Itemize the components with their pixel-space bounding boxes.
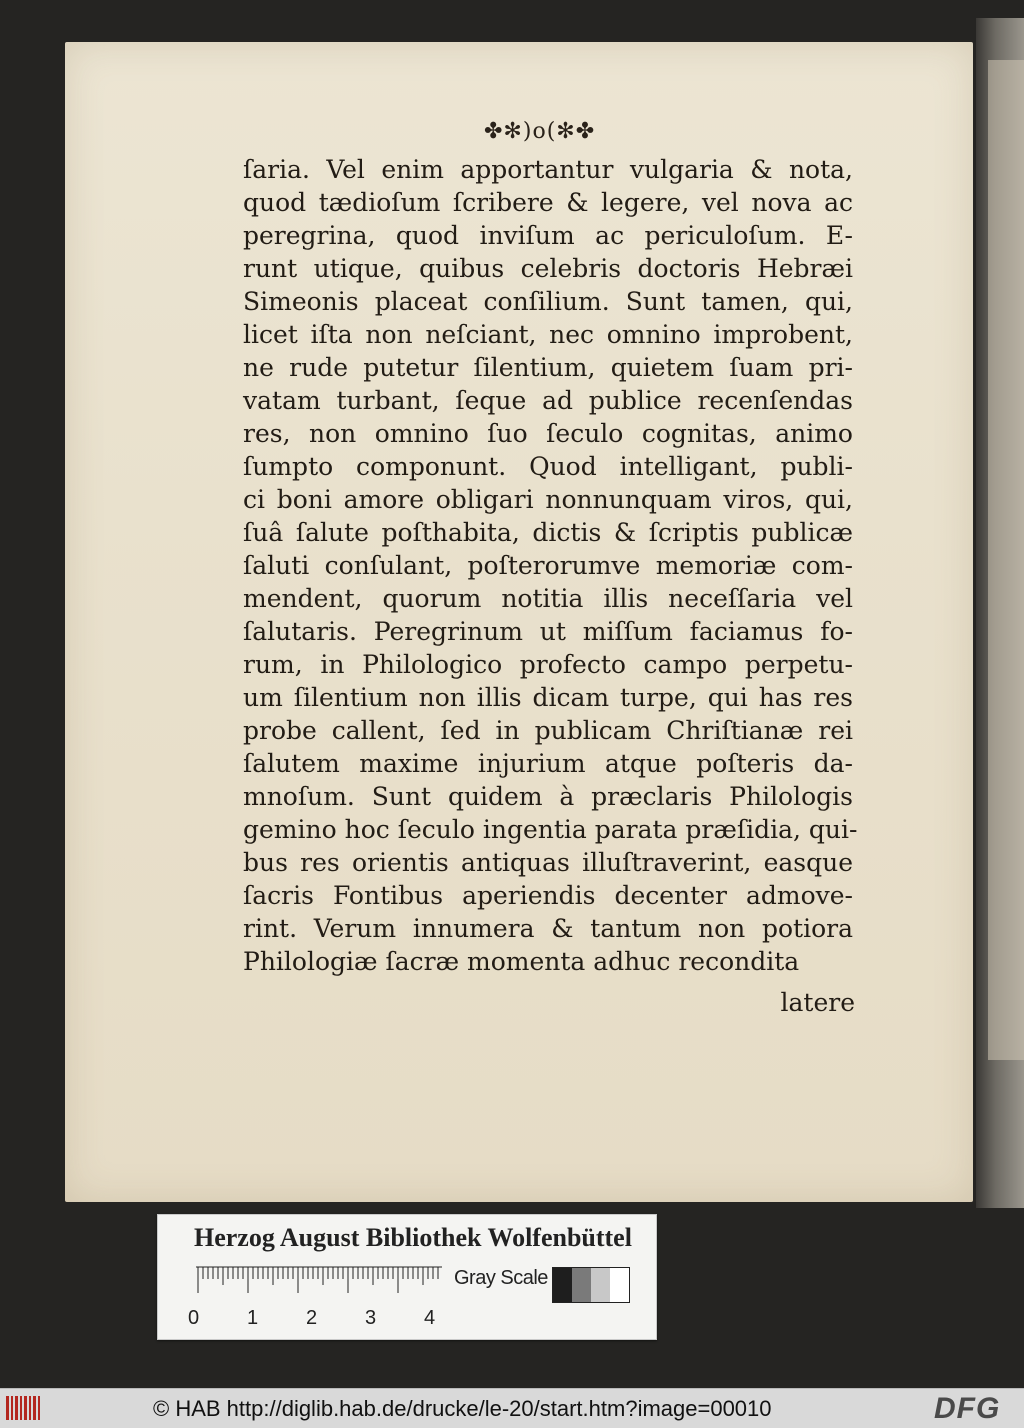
ruler-number: 2 (306, 1307, 318, 1329)
page-text-block (243, 153, 858, 978)
text-line: ne rude putetur ſilentium, quietem ſuam pri- (243, 353, 853, 382)
text-line: ſumpto componunt. Quod intelligant, publi- (243, 452, 853, 481)
text-line: ſaria. Vel enim apportantur vulgaria & nota, (243, 155, 853, 184)
text-line: um ſilentium non illis dicam turpe, qui has res (243, 683, 853, 712)
text-line: ſuâ ſalute poſthabita, dictis & ſcriptis publicæ (243, 518, 853, 547)
ruler-number: 0 (188, 1307, 200, 1329)
text-line: Philologiæ ſacræ momenta adhuc recondita (243, 947, 800, 976)
gray-swatch (553, 1268, 572, 1302)
ruler-numbers (188, 1307, 458, 1333)
ruler-number: 3 (365, 1307, 377, 1329)
gray-scale-label: Gray Scale (454, 1267, 548, 1289)
text-line: peregrina, quod inviſum ac periculoſum. E- (243, 221, 853, 250)
text-line: rum, in Philologico profecto campo perpetu- (243, 650, 853, 679)
text-line: gemino hoc ſeculo ingentia parata præſidia, qui- (243, 815, 858, 844)
ruler-number: 1 (247, 1307, 259, 1329)
gray-swatch (610, 1268, 629, 1302)
text-line: vatam turbant, ſeque ad publice recenſendas (243, 386, 853, 415)
text-line: quod tædioſum ſcribere & legere, vel nova ac (243, 188, 853, 217)
gray-scale-strip (552, 1267, 630, 1303)
text-line: ſalutem maxime injurium atque poſteris da- (243, 749, 853, 778)
library-label-card (157, 1214, 657, 1340)
text-line: probe callent, ſed in publicam Chriſtianæ rei (243, 716, 853, 745)
text-line: mendent, quorum notitia illis neceſſaria vel (243, 584, 853, 613)
text-line: Simeonis placeat conſilium. Sunt tamen, qui, (243, 287, 853, 316)
text-line: mnoſum. Sunt quidem à præclaris Philologis (243, 782, 853, 811)
copyright-link[interactable]: © HAB http://diglib.hab.de/drucke/le-20/start.htm?image=00010 (153, 1396, 772, 1421)
gray-swatch (572, 1268, 591, 1302)
footer-bar (0, 1388, 1024, 1428)
text-line: res, non omnino ſuo ſeculo cognitas, animo (243, 419, 853, 448)
gray-swatch (591, 1268, 610, 1302)
dfg-logo: DFG (934, 1392, 1001, 1425)
text-line: ſacris Fontibus aperiendis decenter admove- (243, 881, 853, 910)
hab-barcode-logo-icon (6, 1392, 42, 1424)
text-line: rint. Verum innumera & tantum non potiora (243, 914, 853, 943)
header-ornament: ✤✻)o(✻✤ (484, 119, 596, 144)
library-name: Herzog August Bibliothek Wolfenbüttel (194, 1223, 632, 1252)
ruler-number: 4 (424, 1307, 436, 1329)
text-line: ci boni amore obligari nonnunquam viros, qui, (243, 485, 853, 514)
text-line: ſaluti conſulant, poſterorumve memoriæ com- (243, 551, 853, 580)
text-line: ſalutaris. Peregrinum ut miſſum faciamus fo- (243, 617, 853, 646)
text-line: runt utique, quibus celebris doctoris Hebræi (243, 254, 853, 283)
text-line: bus res orientis antiquas illuſtraverint, easque (243, 848, 853, 877)
catchword: latere (780, 988, 855, 1017)
ruler-scale (196, 1265, 442, 1305)
next-page-edge (988, 60, 1024, 1060)
text-line: licet iſta non neſciant, nec omnino improbent, (243, 320, 853, 349)
